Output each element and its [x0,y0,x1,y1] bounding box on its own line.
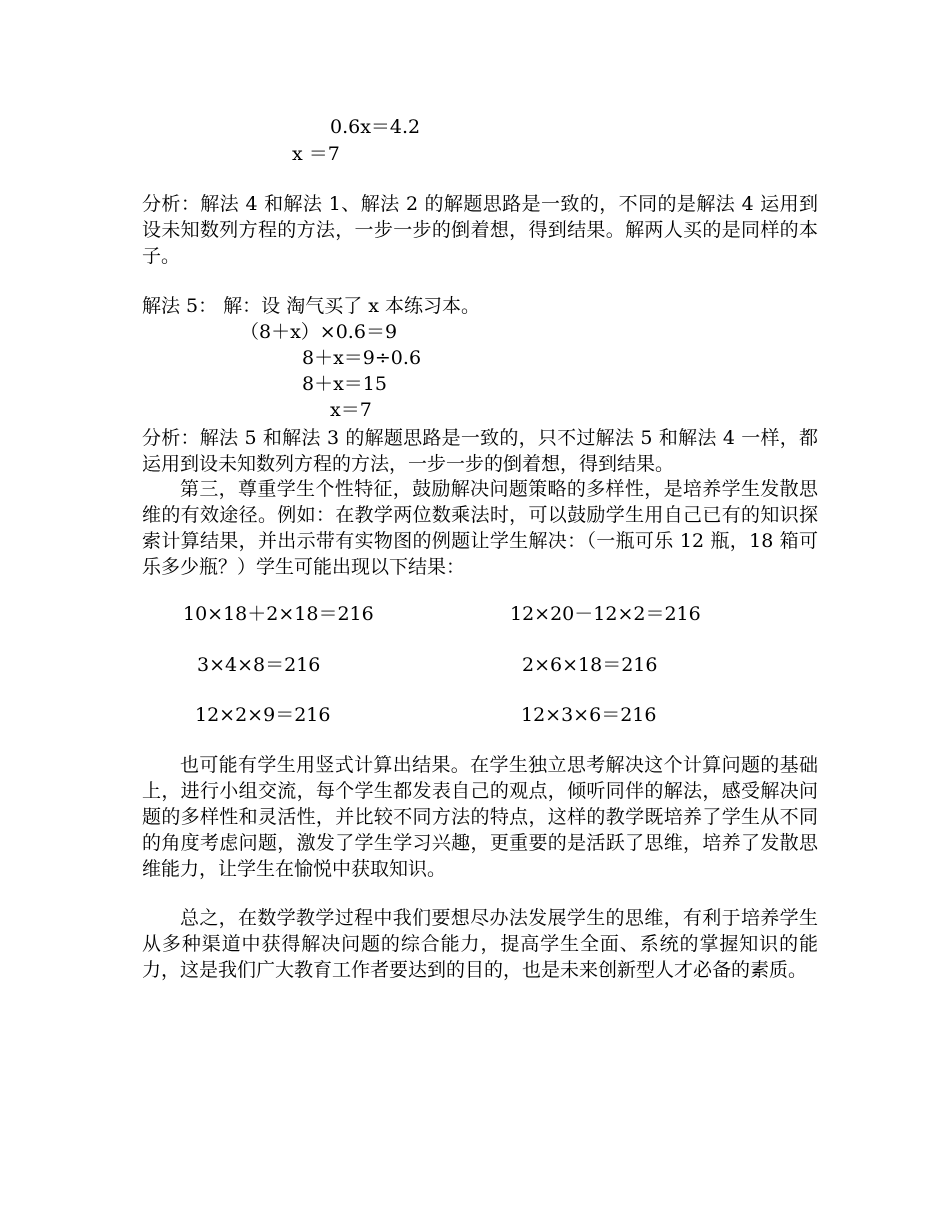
analysis-paragraph: 分析：解法 4 和解法 1、解法 2 的解题思路是一致的，不同的是解法 4 运用到设未知数列方程的方法，一步一步的倒着想，得到结果。解两人买的是同样的本子。 [142,193,818,267]
equation-line: 8＋x＝9÷0.6 [302,347,422,369]
analysis-paragraph: 分析：解法 5 和解法 3 的解题思路是一致的，只不过解法 5 和解法 4 一样，都运用到设未知数列方程的方法，一步一步的倒着想，得到结果。 [142,427,818,475]
equation-line: x ＝7 [292,143,340,165]
equation-line: 0.6x＝4.2 [330,116,421,138]
result-formula: 12×2×9＝216 [195,704,331,726]
result-formula: 10×18＋2×18＝216 [183,603,374,625]
equation-line: x＝7 [330,399,372,421]
solution-heading: 解法 5： 解：设 淘气买了 x 本练习本。 [142,295,481,317]
result-formula: 2×6×18＝216 [522,654,658,676]
result-formula: 12×20－12×2＝216 [510,603,701,625]
body-paragraph: 也可能有学生用竖式计算出结果。在学生独立思考解决这个计算问题的基础上，进行小组交流，每个学生都发表自己的观点，倾听同伴的解法，感受解决问题的多样性和灵活性，并比较不同方法的特点，这样的教学既培养了学生从不同的角度考虑问题，激发了学生学习兴趣，更重要的是活跃了思维，培养了发散思维能力，让学生在愉悦中获取知识。 [142,754,818,880]
equation-line: 8＋x＝15 [302,373,387,395]
body-paragraph: 总之，在数学教学过程中我们要想尽办法发展学生的思维，有利于培养学生从多种渠道中获得解决问题的综合能力，提高学生全面、系统的掌握知识的能力，这是我们广大教育工作者要达到的目的，也是未来创新型人才必备的素质。 [142,907,818,981]
result-formula: 3×4×8＝216 [197,654,321,676]
result-formula: 12×3×6＝216 [521,704,657,726]
equation-line: （8＋x）×0.6＝9 [240,321,398,343]
body-paragraph: 第三，尊重学生个性特征，鼓励解决问题策略的多样性，是培养学生发散思维的有效途径。例如：在教学两位数乘法时，可以鼓励学生用自己已有的知识探索计算结果，并出示带有实物图的例题让学生解决：（一瓶可乐 12 瓶，18 箱可乐多少瓶？）学生可能出现以下结果： [142,478,818,578]
